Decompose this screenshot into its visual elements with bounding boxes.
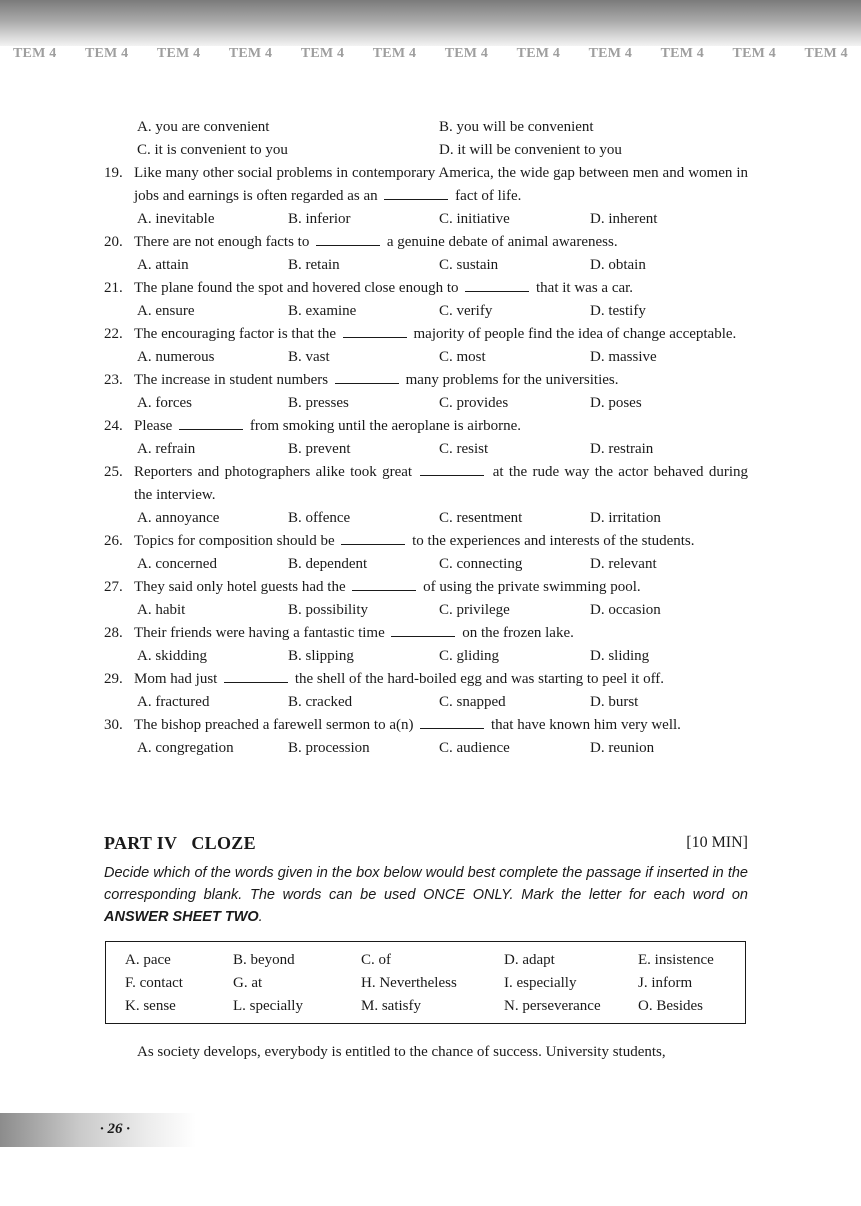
question-item [104,323,748,346]
question-item [104,622,748,645]
option-b: B. cracked [288,694,353,710]
question-item [104,714,748,737]
question-list [104,116,748,760]
tem-label: TEM 4 [300,46,345,61]
word-option: B. beyond [233,952,295,968]
word-option: C. of [361,952,391,968]
answer-blank [343,323,407,338]
stem-before-blank: Mom had just [134,671,218,687]
question-item [104,461,748,507]
question-number: 30. [104,717,123,733]
tem-label: TEM 4 [372,46,417,61]
options-row [104,507,748,530]
option-c: C. most [439,349,486,365]
option-d: D. sliding [590,648,650,664]
stem-after-blank: to the experiences and interests of the students. [412,533,695,549]
option-d: D. obtain [590,257,646,273]
option-a: A. inevitable [137,211,215,227]
question-item [104,162,748,208]
answer-blank [179,415,243,430]
options-row [104,392,748,415]
stem-after-blank: from smoking until the aeroplane is airborne. [249,418,522,434]
word-option: J. inform [638,975,693,991]
stem-before-blank: Reporters and photographers alike took great [134,464,413,480]
option-c: C. snapped [439,694,506,710]
stem-after-blank: fact of life. [455,188,522,204]
question-stem [104,415,748,438]
question-number: 28. [104,625,123,641]
question-number: 24. [104,418,123,434]
word-option: D. adapt [504,952,555,968]
option-b: B. inferior [288,211,351,227]
option-b: B. you will be convenient [439,119,594,135]
option-d: D. reunion [590,740,655,756]
option-c: C. provides [439,395,509,411]
question-number: 25. [104,464,123,480]
options-row [104,737,748,760]
option-d: D. it will be convenient to you [439,142,622,158]
word-option: O. Besides [638,998,703,1014]
option-a: A. attain [137,257,189,273]
tem-label: TEM 4 [588,46,633,61]
answer-blank [391,622,455,637]
option-a: A. forces [137,395,192,411]
question-stem [104,277,748,300]
stem-after-blank: on the frozen lake. [462,625,574,641]
word-option: K. sense [125,998,176,1014]
option-b: B. retain [288,257,340,273]
option-c: C. initiative [439,211,510,227]
tem-label: TEM 4 [84,46,129,61]
tem-label: TEM 4 [13,46,57,61]
question-stem [104,576,748,599]
option-d: D. massive [590,349,657,365]
question-number: 23. [104,372,123,388]
answer-blank [352,576,416,591]
options-row [104,691,748,714]
options-row [104,300,748,323]
question-item [104,277,748,300]
stem-before-blank: Topics for composition should be [134,533,335,549]
option-b: B. procession [288,740,370,756]
option-c: C. sustain [439,257,499,273]
answer-blank [335,369,399,384]
options-row [104,438,748,461]
options-row [104,599,748,622]
stem-before-blank: Like many other social problems in contemporary America, the wide gap between men and women in jobs and earnings is often regarded as an [134,165,748,204]
answer-blank [384,185,448,200]
question-item [104,231,748,254]
tem-label: TEM 4 [516,46,561,61]
carry-over-options-row-2 [104,139,748,162]
question-stem [104,369,748,392]
question-number: 21. [104,280,123,296]
options-row [104,346,748,369]
word-option: L. specially [233,998,303,1014]
header-gradient-band [0,0,861,46]
cloze-instructions [104,862,748,928]
instruction-end: . [258,909,263,925]
question-number: 26. [104,533,123,549]
option-b: B. presses [288,395,349,411]
option-a: A. congregation [137,740,234,756]
tem-label: TEM 4 [804,46,848,61]
instruction-answer-sheet: ANSWER SHEET TWO [104,909,259,925]
tem-label: TEM 4 [444,46,489,61]
stem-after-blank: majority of people find the idea of change acceptable. [413,326,737,342]
stem-before-blank: The encouraging factor is that the [134,326,337,342]
part-time: [10 MIN] [686,834,748,851]
option-c: C. gliding [439,648,500,664]
question-item [104,576,748,599]
options-row [104,208,748,231]
question-number: 19. [104,165,123,181]
option-c: C. resist [439,441,489,457]
question-stem [104,231,748,254]
tem-label: TEM 4 [660,46,704,61]
answer-blank [341,530,405,545]
word-option: N. perseverance [504,998,601,1014]
word-option: A. pace [125,952,171,968]
option-c: C. connecting [439,556,523,572]
option-a: A. concerned [137,556,217,572]
answer-blank [465,277,529,292]
option-a: A. skidding [137,648,208,664]
instruction-text: Decide which of the words given in the box below would best complete the passage if inserted in the corresponding blank. The words can be used ONCE ONLY. Mark the letter for each word on [104,865,748,903]
stem-after-blank: many problems for the universities. [405,372,619,388]
option-b: B. offence [288,510,351,526]
question-stem [104,162,748,208]
question-number: 27. [104,579,123,595]
question-number: 22. [104,326,123,342]
option-d: D. testify [590,303,646,319]
options-row [104,553,748,576]
stem-before-blank: Please [134,418,173,434]
option-a: A. numerous [137,349,215,365]
word-option: H. Nevertheless [361,975,457,991]
stem-after-blank: that have known him very well. [490,717,681,733]
stem-before-blank: They said only hotel guests had the [134,579,346,595]
option-a: A. habit [137,602,186,618]
option-c: C. it is convenient to you [137,142,288,158]
question-stem [104,714,748,737]
answer-blank [224,668,288,683]
question-item [104,415,748,438]
option-a: A. fractured [137,694,210,710]
option-d: D. relevant [590,556,657,572]
stem-after-blank: of using the private swimming pool. [423,579,641,595]
stem-after-blank: the shell of the hard-boiled egg and was starting to peel it off. [294,671,665,687]
word-option: G. at [233,975,263,991]
option-d: D. irritation [590,510,661,526]
option-c: C. verify [439,303,493,319]
option-c: C. resentment [439,510,523,526]
question-number: 29. [104,671,123,687]
option-d: D. poses [590,395,642,411]
option-a: A. refrain [137,441,196,457]
stem-before-blank: There are not enough facts to [134,234,310,250]
option-b: B. dependent [288,556,368,572]
answer-blank [420,714,484,729]
option-a: A. you are convenient [137,119,270,135]
word-option: F. contact [125,975,183,991]
option-b: B. slipping [288,648,354,664]
question-stem [104,668,748,691]
question-item [104,369,748,392]
question-number: 20. [104,234,123,250]
stem-after-blank: at the rude way the actor behaved during the interview. [134,464,749,503]
tem-label: TEM 4 [732,46,776,61]
option-a: A. annoyance [137,510,220,526]
question-item [104,530,748,553]
option-a: A. ensure [137,303,195,319]
option-d: D. occasion [590,602,661,618]
question-stem [104,530,748,553]
stem-after-blank: that it was a car. [536,280,634,296]
option-d: D. restrain [590,441,654,457]
option-b: B. possibility [288,602,369,618]
word-option: I. especially [504,975,577,991]
question-item [104,668,748,691]
word-option: E. insistence [638,952,714,968]
option-c: C. audience [439,740,510,756]
part-title: PART IV CLOZE [104,833,256,853]
tem-label: TEM 4 [156,46,201,61]
page-number-tab [0,1113,196,1147]
question-stem [104,622,748,645]
option-b: B. prevent [288,441,351,457]
header-tem-strip [0,46,861,68]
answer-blank [420,461,484,476]
page-number: · 26 · [100,1121,130,1137]
question-stem [104,323,748,346]
carry-over-options-row-1 [104,116,748,139]
option-b: B. examine [288,303,357,319]
stem-before-blank: The bishop preached a farewell sermon to a(n) [134,717,414,733]
answer-blank [316,231,380,246]
stem-before-blank: Their friends were having a fantastic time [134,625,385,641]
stem-before-blank: The plane found the spot and hovered close enough to [134,280,459,296]
word-option: M. satisfy [361,998,421,1014]
options-row [104,254,748,277]
option-d: D. burst [590,694,639,710]
option-d: D. inherent [590,211,658,227]
stem-before-blank: The increase in student numbers [134,372,329,388]
stem-after-blank: a genuine debate of animal awareness. [386,234,618,250]
option-b: B. vast [288,349,330,365]
option-c: C. privilege [439,602,510,618]
options-row [104,645,748,668]
question-stem [104,461,748,507]
word-box [105,941,746,1024]
part-heading [104,833,748,855]
passage-text: As society develops, everybody is entitled to the chance of success. University students, [137,1044,666,1060]
tem-label: TEM 4 [228,46,273,61]
